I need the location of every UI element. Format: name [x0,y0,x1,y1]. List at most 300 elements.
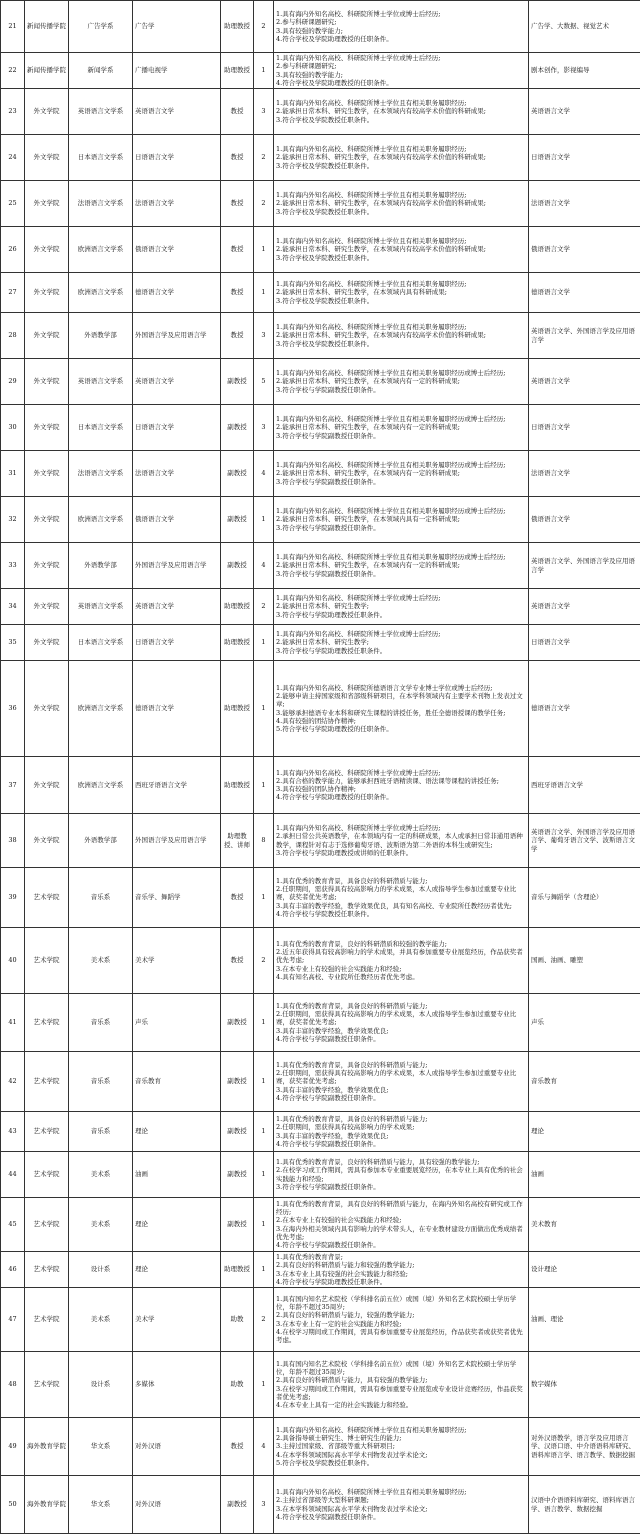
requirements-cell [274,1,529,53]
requirement-line: 2.任职期间，需获得具有较高影响力的学术成果，本人或指导学生参加过重要专业比赛，获奖者优先考虑; [276,1069,526,1085]
requirement-line: 1.具有海内外知名高校、科研院所博士学位且有相关职务履职经历; [276,1426,526,1434]
headcount-cell: 3 [254,89,274,135]
requirement-line: 4.在本专业上具有一定的社会实践能力和经验。 [276,1401,526,1409]
college-cell: 外文学院 [25,313,69,359]
research-direction-cell: 英语语言文学、外国语言学及应用语言学 [529,313,640,359]
row-number: 27 [1,273,25,313]
department-cell: 日本语言文学系 [69,625,133,661]
requirement-line: 1.具有海内外知名高校、科研院所德语语言文学专业博士学位或博士后经历; [276,684,526,692]
position-title-cell: 副教授 [221,1198,254,1252]
position-title-cell: 教授 [221,1418,254,1476]
row-number: 36 [1,661,25,757]
requirement-line: 3.符合学校与学院副教授任职条件。 [276,524,526,532]
table-row [1,359,640,405]
headcount-cell: 1 [254,227,274,273]
headcount-cell: 1 [254,1352,274,1418]
table-row [1,661,640,757]
department-cell: 音乐系 [69,1052,133,1112]
headcount-cell: 2 [254,589,274,625]
table-row [1,89,640,135]
table-row [1,868,640,928]
discipline-cell: 广播电视学 [133,53,221,89]
requirement-line: 4.符合学校与学院助理教授任职条件。 [276,1278,526,1286]
headcount-cell: 1 [254,1198,274,1252]
research-direction-cell: 日语语言文学 [529,405,640,451]
row-number: 32 [1,497,25,543]
department-cell: 音乐系 [69,994,133,1052]
discipline-cell: 英语语言文学 [133,89,221,135]
position-title-cell: 副教授 [221,543,254,589]
research-direction-cell: 对外汉语教学，语言学及应用语言学、汉语口语、中介语语料库研究、语料库语言学、语言教学、数据挖掘 [529,1418,640,1476]
headcount-cell: 2 [254,928,274,994]
requirement-line: 1.具有海内外知名高校、科研院所博士学位或博士后经历; [276,630,526,638]
row-number: 40 [1,928,25,994]
requirement-line: 2.能承担日常本科、研究生教学，在本领域内有较高学术价值的科研成果; [276,245,526,253]
requirements-cell [274,814,529,868]
department-cell: 美术系 [69,928,133,994]
position-title-cell: 副教授 [221,1476,254,1534]
headcount-cell: 4 [254,451,274,497]
requirement-line: 3.具有丰富的教学经验，教学效果优良，具有知名高校、专业院所任教经历者优先; [276,902,526,910]
requirement-line: 3.具有较强的教学能力; [276,71,526,79]
row-number: 50 [1,1476,25,1534]
requirement-line: 4.在本学科领域国际高水平学术刊物发表过学术论文; [276,1451,526,1459]
requirement-line: 1.具有海内外知名高校、科研院所博士学位且有相关职务履职经历; [276,280,526,288]
headcount-cell: 2 [254,1,274,53]
discipline-cell: 外国语言学及应用语言学 [133,543,221,589]
discipline-cell: 德语语言文学 [133,273,221,313]
department-cell: 外语教学部 [69,543,133,589]
college-cell: 艺术学院 [25,1112,69,1152]
requirement-line: 1.具有国内知名艺术院校（学科排名前五位）或国（境）外知名艺术院校硕士学历学位，年龄不超过35周岁; [276,1295,526,1311]
requirement-line: 2.在校学习或工作期间，需具有参加本专业重要展览经历，在本专业上具有优秀的社会实践能力和经验; [276,1166,526,1182]
department-cell: 欧洲语言文学系 [69,757,133,814]
position-title-cell: 助理教授 [221,1252,254,1288]
row-number: 38 [1,814,25,868]
discipline-cell: 法语语言文学 [133,451,221,497]
requirement-line: 3.在本学科领域国际高水平学术刊物发表过学术论文; [276,1505,526,1513]
requirement-line: 1.具有海内外知名高校、科研院所博士学位且有相关职务履职经历; [276,99,526,107]
requirement-line: 4.符合学校与学院副教授任职条件。 [276,1241,526,1249]
college-cell: 外文学院 [25,543,69,589]
row-number: 22 [1,53,25,89]
headcount-cell: 1 [254,1252,274,1288]
requirement-line: 3.符合学校及学院教授任职条件。 [276,340,526,348]
college-cell: 艺术学院 [25,1352,69,1418]
requirement-line: 3.在本专业上有较强的社会实践能力和经验; [276,965,526,973]
requirement-line: 1.具有海内外知名高校、科研院所博士学位且有相关职务履职经历; [276,191,526,199]
requirement-line: 4.符合学校及学院助理教授的任职条件。 [276,79,526,87]
position-title-cell: 教授 [221,868,254,928]
requirement-line: 3.主持过国家级、省部级等重大科研项目; [276,1442,526,1450]
requirement-line: 2.在本专业上有较强的社会实践能力和经验; [276,1216,526,1224]
requirements-cell [274,625,529,661]
requirement-line: 2.承担日常公共英语教学，在本领域内有一定的科研成果，本人或承担日常非通用语种教学，课程针对有志于选修葡萄牙语、波斯语为第二外语的本科生或研究生; [276,832,526,848]
research-direction-cell: 英语语言文学 [529,89,640,135]
requirement-line: 4.符合学校与学院副教授任职条件。 [276,1094,526,1102]
requirement-line: 3.符合学校与学院助理教授任职条件。 [276,647,526,655]
research-direction-cell: 油画、理论 [529,1288,640,1352]
row-number: 33 [1,543,25,589]
row-number: 29 [1,359,25,405]
discipline-cell: 理论 [133,1252,221,1288]
position-title-cell: 助教 [221,1352,254,1418]
headcount-cell: 1 [254,53,274,89]
department-cell: 欧洲语言文学系 [69,227,133,273]
row-number: 41 [1,994,25,1052]
requirements-cell [274,1152,529,1198]
position-title-cell: 副教授 [221,359,254,405]
position-title-cell: 助理教授 [221,1,254,53]
discipline-cell: 理论 [133,1198,221,1252]
row-number: 47 [1,1288,25,1352]
research-direction-cell: 理论 [529,1112,640,1152]
research-direction-cell: 德语语言文学 [529,273,640,313]
research-direction-cell: 俄语语言文学 [529,227,640,273]
requirement-line: 3.具有丰富的教学经验，教学效果优良; [276,1027,526,1035]
college-cell: 海外教育学院 [25,1476,69,1534]
table-row [1,1152,640,1198]
college-cell: 外文学院 [25,451,69,497]
research-direction-cell: 西班牙语语言文学 [529,757,640,814]
college-cell: 外文学院 [25,227,69,273]
discipline-cell: 日语语言文学 [133,135,221,181]
position-title-cell: 教授 [221,89,254,135]
table-row [1,1252,640,1288]
requirement-line: 3.在本专业上有一定的社会实践能力和经验; [276,1320,526,1328]
requirement-line: 3.具有较强的团队协作精神; [276,785,526,793]
table-row [1,227,640,273]
college-cell: 外文学院 [25,89,69,135]
college-cell: 外文学院 [25,359,69,405]
requirement-line: 1.具有优秀的教育背景，良好的科研潜质和较强的教学能力; [276,940,526,948]
table-row [1,814,640,868]
headcount-cell: 1 [254,625,274,661]
requirement-line: 1.具有海内外知名高校、科研院所博士学位且有相关职务履职经历或博士后经历; [276,461,526,469]
headcount-cell: 1 [254,1112,274,1152]
row-number: 30 [1,405,25,451]
row-number: 45 [1,1198,25,1252]
department-cell: 华文系 [69,1418,133,1476]
research-direction-cell: 设计理论 [529,1252,640,1288]
requirement-line: 2.能承担日常本科、研究生教学，在本领域内有较高学术价值的科研成果; [276,107,526,115]
discipline-cell: 油画 [133,1152,221,1198]
row-number: 49 [1,1418,25,1476]
requirements-cell [274,181,529,227]
department-cell: 音乐系 [69,1112,133,1152]
headcount-cell: 4 [254,543,274,589]
discipline-cell: 美术学 [133,928,221,994]
position-title-cell: 教授 [221,313,254,359]
requirement-line: 4.符合学校及学院助理教授的任职条件。 [276,35,526,43]
requirement-line: 4.具有知名高校、专业院所任教经历者优先考虑。 [276,973,526,981]
row-number: 37 [1,757,25,814]
research-direction-cell: 声乐 [529,994,640,1052]
department-cell: 外语教学部 [69,814,133,868]
row-number: 24 [1,135,25,181]
discipline-cell: 英语语言文学 [133,359,221,405]
requirement-line: 2.能够申请主持国家级和省部级科研项目，在本学科领域内有主要学术刊物上发表过文章; [276,692,526,708]
requirement-line: 3.能够承担德语专业本科和研究生课程的讲授任务，胜任全德语授课的教学任务; [276,709,526,717]
research-direction-cell: 油画 [529,1152,640,1198]
discipline-cell: 俄语语言文学 [133,227,221,273]
college-cell: 艺术学院 [25,994,69,1052]
headcount-cell: 1 [254,994,274,1052]
requirement-line: 2.能承担日常本科、研究生教学，在本领域内有较高学术价值的科研成果; [276,199,526,207]
requirements-cell [274,313,529,359]
department-cell: 设计系 [69,1352,133,1418]
table-row [1,1352,640,1418]
research-direction-cell: 汉语中介语语料库研究、语料库语言学、语言教学、数据挖掘 [529,1476,640,1534]
requirement-line: 1.具有海内外知名高校、科研院所博士学位或博士后经历; [276,824,526,832]
college-cell: 外文学院 [25,405,69,451]
requirement-line: 2.能承担日常本科、研究生教学，在本领域内有一定的科研成果; [276,561,526,569]
headcount-cell: 5 [254,359,274,405]
requirements-cell [274,273,529,313]
position-title-cell: 助理教授 [221,625,254,661]
requirements-cell [274,868,529,928]
requirements-cell [274,1418,529,1476]
row-number: 26 [1,227,25,273]
table-row [1,497,640,543]
requirement-line: 2.参与科研课题研究; [276,18,526,26]
requirement-line: 1.具有海内外知名高校、科研院所博士学位或博士后经历; [276,54,526,62]
headcount-cell: 1 [254,497,274,543]
requirement-line: 2.能承担日常本科、研究生教学，在本领域内有一定的科研成果; [276,423,526,431]
position-title-cell: 助理教授 [221,589,254,625]
position-title-cell: 教授 [221,227,254,273]
row-number: 48 [1,1352,25,1418]
discipline-cell: 外国语言学及应用语言学 [133,814,221,868]
department-cell: 日本语言文学系 [69,405,133,451]
requirements-cell [274,1198,529,1252]
college-cell: 外文学院 [25,181,69,227]
requirements-cell [274,661,529,757]
college-cell: 新闻传播学院 [25,1,69,53]
requirement-line: 3.具有丰富的教学经验，教学效果优良; [276,1132,526,1140]
requirement-line: 4.符合学校与学院教授任职条件。 [276,910,526,918]
department-cell: 音乐系 [69,868,133,928]
requirement-line: 3.符合学校及学院教授任职条件。 [276,116,526,124]
requirement-line: 2.任职期间，需获得具有较高影响力的学术成果，本人或指导学生参加过重要专业比赛，获奖者优先考虑; [276,885,526,901]
table-row [1,135,640,181]
requirement-line: 2.能承担日常本科、研究生教学，在本领域内具有一定科研成果; [276,515,526,523]
requirement-line: 1.具有海内外知名高校、科研院所博士学位且有相关职务履职经历; [276,323,526,331]
position-title-cell: 副教授 [221,994,254,1052]
table-row [1,273,640,313]
headcount-cell: 8 [254,814,274,868]
table-row [1,543,640,589]
requirement-line: 2.具备指导硕士研究生、博士研究生的能力; [276,1434,526,1442]
row-number: 28 [1,313,25,359]
department-cell: 日本语言文学系 [69,135,133,181]
requirement-line: 4.具有较强的团结协作精神; [276,717,526,725]
requirements-cell [274,359,529,405]
table-row [1,1418,640,1476]
requirements-cell [274,405,529,451]
college-cell: 艺术学院 [25,868,69,928]
headcount-cell: 4 [254,1418,274,1476]
position-title-cell: 教授 [221,181,254,227]
requirement-line: 1.具有海内外知名高校、科研院所博士学位且有相关职务履职经历; [276,1488,526,1496]
table-row [1,405,640,451]
headcount-cell: 3 [254,1476,274,1534]
requirements-cell [274,589,529,625]
requirement-line: 2.任职期间，需获得具有较高影响力的学术成果，本人或指导学生参加过重要专业比赛，获奖者优先考虑; [276,1010,526,1026]
table-row [1,625,640,661]
table-row [1,1052,640,1112]
requirement-line: 3.符合学校与学院副教授任职条件。 [276,570,526,578]
college-cell: 艺术学院 [25,1198,69,1252]
discipline-cell: 外国语言学及应用语言学 [133,313,221,359]
college-cell: 外文学院 [25,135,69,181]
requirement-line: 3.符合学校及学院教授任职条件。 [276,208,526,216]
headcount-cell: 2 [254,181,274,227]
requirement-line: 4.符合学校及学院副教授任职条件。 [276,1513,526,1521]
requirement-line: 2.能承担日常本科、研究生教学，在本领域内有一定的科研成果; [276,469,526,477]
college-cell: 艺术学院 [25,1288,69,1352]
department-cell: 欧洲语言文学系 [69,273,133,313]
research-direction-cell: 数字媒体 [529,1352,640,1418]
requirement-line: 2.能承担日常本科、研究生教学; [276,638,526,646]
college-cell: 外文学院 [25,625,69,661]
requirement-line: 1.具有海内外知名高校、科研院所博士学位且有相关职务履职经历; [276,237,526,245]
research-direction-cell: 剧本创作，影视编导 [529,53,640,89]
requirement-line: 3.在本专业上具有较强的社会实践能力和经验; [276,1270,526,1278]
research-direction-cell: 德语语言文学 [529,661,640,757]
discipline-cell: 音乐学、舞蹈学 [133,868,221,928]
requirement-line: 3.符合学校与学院副教授任职条件。 [276,432,526,440]
table-row [1,1288,640,1352]
college-cell: 外文学院 [25,589,69,625]
department-cell: 设计系 [69,1252,133,1288]
department-cell: 广告学系 [69,1,133,53]
requirement-line: 5.符合学校及学院教授任职条件。 [276,1459,526,1467]
research-direction-cell: 广告学、大数据、视觉艺术 [529,1,640,53]
requirements-cell [274,543,529,589]
requirement-line: 3.符合学校及学院教授任职条件。 [276,162,526,170]
requirement-line: 1.具有优秀的教育背景，具备良好的科研潜质与能力; [276,1002,526,1010]
discipline-cell: 英语语言文学 [133,589,221,625]
requirement-line: 2.任职期间，需获得具有较高影响力的学术成果; [276,1123,526,1131]
requirement-line: 3.符合学校与学院助理教授或讲师的任职条件。 [276,849,526,857]
table-row [1,53,640,89]
requirement-line: 1.具有海内外知名高校、科研院所博士学位且有相关职务履职经历; [276,145,526,153]
requirement-line: 2.主持过省部级等大型科研课题; [276,1496,526,1504]
position-title-cell: 副教授 [221,1052,254,1112]
row-number: 25 [1,181,25,227]
department-cell: 新闻学系 [69,53,133,89]
position-title-cell: 教授 [221,273,254,313]
requirements-cell [274,451,529,497]
department-cell: 美术系 [69,1288,133,1352]
requirement-line: 3.符合学校及学院教授任职条件。 [276,254,526,262]
requirements-cell [274,928,529,994]
department-cell: 英语语言文学系 [69,359,133,405]
headcount-cell: 1 [254,1152,274,1198]
research-direction-cell: 俄语语言文学 [529,497,640,543]
headcount-cell: 1 [254,1052,274,1112]
requirement-line: 2.能承担日常本科、研究生教学，在本领域内有较高学术价值的科研成果; [276,331,526,339]
requirement-line: 2.能承担日常本科、研究生教学，在本领域内有较高学术价值的科研成果; [276,153,526,161]
discipline-cell: 俄语语言文学 [133,497,221,543]
discipline-cell: 德语语言文学 [133,661,221,757]
requirement-line: 2.能承担日常本科、研究生教学，在本领域内有一定的科研成果; [276,377,526,385]
table-row [1,451,640,497]
table-row [1,313,640,359]
headcount-cell: 1 [254,757,274,814]
row-number: 39 [1,868,25,928]
requirement-line: 1.具有海内外知名高校、科研院所博士学位或博士后经历; [276,10,526,18]
discipline-cell: 对外汉语 [133,1418,221,1476]
research-direction-cell: 日语语言文学 [529,135,640,181]
table-row [1,1112,640,1152]
table-row [1,1198,640,1252]
discipline-cell: 声乐 [133,994,221,1052]
discipline-cell: 理论 [133,1112,221,1152]
position-title-cell: 副教授 [221,405,254,451]
requirement-line: 2.具有良好的科研潜质与能力，较强的教学能力; [276,1311,526,1319]
requirement-line: 1.具有优秀的教育背景，具备良好的科研潜质与能力; [276,1115,526,1123]
discipline-cell: 美术学 [133,1288,221,1352]
discipline-cell: 对外汉语 [133,1476,221,1534]
department-cell: 美术系 [69,1152,133,1198]
college-cell: 外文学院 [25,757,69,814]
requirements-cell [274,1252,529,1288]
requirement-line: 3.在海内外相关领域内具有影响力的学术带头人，在专业教材建设方面做出优秀成绩者优先考虑; [276,1225,526,1241]
research-direction-cell: 音乐与舞蹈学（含理论） [529,868,640,928]
requirement-line: 1.具有优秀的教育背景，具备良好的科研潜质与能力; [276,1061,526,1069]
department-cell: 美术系 [69,1198,133,1252]
requirement-line: 2.近五年获得具有较高影响力的学术成果，并具有参加重要专业展览经历，作品获奖者优先考虑; [276,948,526,964]
requirement-line: 3.符合学校与学院助理教授任职条件。 [276,611,526,619]
department-cell: 欧洲语言文学系 [69,497,133,543]
requirement-line: 2.具有良好的科研潜质与能力和较强的教学能力; [276,1261,526,1269]
position-title-cell: 助教 [221,1288,254,1352]
college-cell: 外文学院 [25,661,69,757]
college-cell: 海外教育学院 [25,1418,69,1476]
requirements-cell [274,1052,529,1112]
research-direction-cell: 音乐教育 [529,1052,640,1112]
row-number: 34 [1,589,25,625]
row-number: 31 [1,451,25,497]
requirement-line: 4.符合学校与学院副教授任职条件。 [276,1140,526,1148]
requirement-line: 1.具有海内外知名高校、科研院所博士学位且有相关职务履职经历或博士后经历; [276,507,526,515]
requirement-line: 2.能承担日常本科、研究生教学，在本领域内具有科研成果; [276,288,526,296]
requirement-line: 1.具有优秀的教育背景，具备良好的科研潜质与能力; [276,877,526,885]
table-row [1,181,640,227]
headcount-cell: 1 [254,868,274,928]
department-cell: 法语语言文学系 [69,451,133,497]
requirements-cell [274,227,529,273]
table-row [1,928,640,994]
requirements-cell [274,1288,529,1352]
table-row [1,589,640,625]
headcount-cell: 3 [254,405,274,451]
position-title-cell: 助理教授 [221,757,254,814]
research-direction-cell: 国画、油画、雕塑 [529,928,640,994]
department-cell: 华文系 [69,1476,133,1534]
research-direction-cell: 美术教育 [529,1198,640,1252]
position-title-cell: 助理教授、讲师 [221,814,254,868]
requirements-cell [274,135,529,181]
requirements-cell [274,1476,529,1534]
research-direction-cell: 英语语言文学、外国语言学及应用语言学、葡萄牙语言文学、波斯语言文学 [529,814,640,868]
requirement-line: 1.具有国内知名艺术院校（学科排名前五位）或国（境）外知名艺术院校硕士学历学位，年龄不超过35周岁; [276,1360,526,1376]
requirement-line: 3.符合学校与学院副教授任职条件。 [276,386,526,394]
requirement-line: 3.具有丰富的教学经验，教学效果优良; [276,1086,526,1094]
discipline-cell: 西班牙语语言文学 [133,757,221,814]
